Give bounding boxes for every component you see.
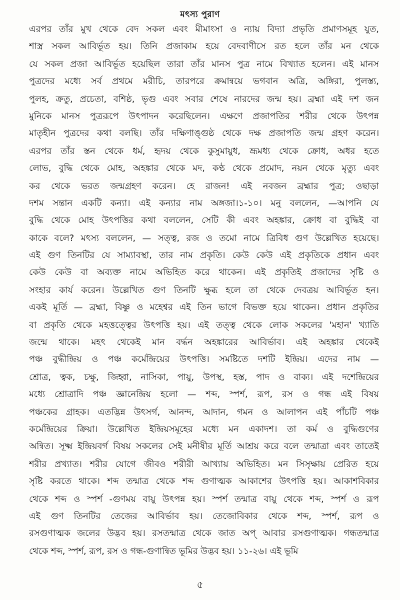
text-line: পুত্রদের মধ্যে সর্ব প্রথমে মরীচি, তারপরে ক্রমান্বয়ে ভগবান অত্রি, অঙ্গিরা, পুলস্ত্য, xyxy=(29,77,379,88)
text-line: বা প্রকৃতি থেকে মহত্তত্ত্বের উৎপত্তি হয়। এই তত্ত্ব থেকে লোক সকলের 'মহান' খ্যাতি xyxy=(29,320,379,331)
text-line: শাস্ত্র সকল আবির্ভূত হয়। তিনি প্রজাকাম হয়ে বেদবাণীসে রত হলে তাঁর মন থেকে xyxy=(29,42,379,53)
text-line: একই মূর্তি — ব্রহ্মা, বিষ্ণু ও মহেশ্বর এই তিন ভাগে বিভক্ত হয়ে থাকেন। প্রধান প্রকৃতির xyxy=(29,303,379,314)
text-line: পঞ্চকের গ্রাহক। এতদ্ভিন্ন উৎসর্গ, আনন্দ, আদান, গমন ও আলাপন এই পাঁচটি পঞ্চ xyxy=(29,407,379,418)
text-line: যে সকল প্রজা আবির্ভূত হয়েছিল তারা তাঁর মানস পুত্র নামে বিখ্যাত হলেন। এই মানস xyxy=(29,59,379,70)
text-line: কেউ কেউ বা অব্যক্ত নামে অভিহিত করে থাকেন। এই প্রকৃতিই প্রজাদের সৃষ্টি ও xyxy=(29,268,379,279)
text-line: মুনিকে মানস পুত্ররূপে উৎপাদন করেছিলেন। এক্ষণে প্রজাপতির শরীর থেকে উৎপন্ন xyxy=(29,111,379,122)
text-line: কাকে বলে? মৎস্য বললেন, — সত্ত্ব, রজ ও তমো নামে ত্রিবিধ গুণ উল্লেখিত হয়েছে। xyxy=(29,233,379,244)
text-line: পঞ্চ বুদ্ধীন্দ্রিয় ও পঞ্চ কর্মেন্দ্রিয়ের উৎপত্তি। সমষ্টিতে দশটি ইন্দ্রিয়। এদের নাম — xyxy=(29,355,379,366)
text-line: কর থেকে ভরত জন্মগ্রহণ করেন। হে রাজন! এই নবজন ব্রহ্মার পুত্র; ওছাড়া xyxy=(29,181,379,192)
body-text xyxy=(29,22,379,572)
text-line: সংহার কার্য করেন। উল্লেখিত গুণ তিনটি ক্ষুব্ধ হলে তা থেকে দেবত্রয় আবির্ভূত হন। xyxy=(29,285,379,296)
text-line: এরপর তাঁর মুখ থেকে বেদ সকল এবং মীমাংসা ও ন্যায় বিদ্যা প্রভৃতি প্রমাণসমূহ যুত, xyxy=(29,25,379,35)
text-line: শ্রোত্র, ত্বক, চক্ষু, জিহ্বা, নাসিকা, পায়ু, উপস্থ, হস্ত, পাদ ও বাক্য। এই দশেন্দ্রিয়ের xyxy=(29,372,379,383)
text-line: মাতৃহীন পুত্রদের কথা বলছি। তাঁর দক্ষিণাঙ্গুষ্ঠ থেকে দক্ষ প্রজাপতি জন্ম গ্রহণ করেন। xyxy=(29,129,379,140)
text-line: অন্বিত। সূক্ষ্ম ইন্দ্রিয়বর্গ বিষয় সকলের সেই মনীষীর মূর্তি আশ্রয় করে বলে তন্মাত্রা এবং তাতেই xyxy=(29,442,379,453)
text-line: রসগুণাত্মক জলের উদ্ভব হয়। রসতন্মাত্র থেকে জাত অপ্ আবার রসগুণাত্মক। গন্ধতন্মাত্র xyxy=(29,529,379,540)
text-line: এই গুণ তিনটির যে সাম্যাবস্থা, তার নাম প্রকৃতি। কেউ কেউ এই প্রকৃতিকে প্রধান এবং xyxy=(29,251,379,262)
text-line: কর্মেন্দ্রিয়ের ক্রিয়া। উল্লেখিত ইন্দ্রিয়সমূহের মধ্যে মন একাদশ। তা কর্ম ও বুদ্ধিগুণের xyxy=(29,424,379,435)
text-line: পুলহ, ক্রতু, প্রচেতা, বশিষ্ঠ, ভৃগু এবং সবার শেষে নারদের জন্ম হয়। ব্রহ্মা এই দশ জন xyxy=(29,94,379,105)
text-line: মধ্যে শ্রোত্রাদি পঞ্চ জ্ঞানেন্দ্রিয় হলো — শব্দ, স্পর্শ, রূপ, রস ও গন্ধ এই বিষয় xyxy=(29,390,379,401)
text-line: দশম সন্তান একটি কন্যা। এই কন্যার নাম অঙ্গজা।১-১০। মনু বললেন, —আপনি যে xyxy=(29,198,379,209)
text-line: সৃষ্টি করতে থাকে। শব্দ তন্মাত্র থেকে শব্দ গুণাত্মক আকাশের উৎপত্তি হয়। আকাশবিকার xyxy=(29,477,379,488)
text-line: লোভ, বুদ্ধি থেকে মোহ, অহঙ্কার থেকে মদ, কণ্ঠ থেকে প্রমোদ, নয়ন থেকে মৃত্যু এবং xyxy=(29,164,379,175)
text-line: শরীর প্রখ্যাত। শরীর যোগে জীবও শরীরী আখ্যায় অভিহিত। মন সিসৃক্ষায় প্রেরিত হয়ে xyxy=(29,459,379,470)
text-line: জন্মে থাকে। মহৎ থেকেই মান বর্দ্ধন অহঙ্কারের আবির্ভাব। এই অহঙ্কার থেকেই xyxy=(29,338,379,349)
text-line: এরপর তাঁর স্তন থেকে ধর্ম, হৃদয় থেকে কুসুমায়ুধ, ভ্রূমধ্য থেকে ক্রোধ, অধর হতে xyxy=(29,146,379,157)
page-header: মৎস্য পুরাণ xyxy=(180,10,220,20)
text-line: থেকে শব্দ ও স্পর্শ -গুণময় বায়ু উৎপন্ন হয়। স্পর্শ তন্মাত্র বায়ু থেকে শব্দ, স্পর্শ ও রূপ xyxy=(29,494,379,505)
text-line: এই গুণ তিনটির তেজের আবির্ভাব হয়। তেজোবিকার থেকে শব্দ, স্পর্শ, রূপ ও xyxy=(29,511,379,522)
page-number: ৫ xyxy=(196,580,204,591)
text-line: বুদ্ধি থেকে মোহ উৎপত্তির কথা বললেন, সেটি কী এবং অহঙ্কার, ক্রোধ বা বুদ্ধিই বা xyxy=(29,216,379,227)
text-line: থেকে শব্দ, স্পর্শ, রূপ, রস ও গন্ধ-গুণান্বিত ভূমির উদ্ভব হয়। ১১-২৬। এই ভূমি xyxy=(29,546,299,557)
